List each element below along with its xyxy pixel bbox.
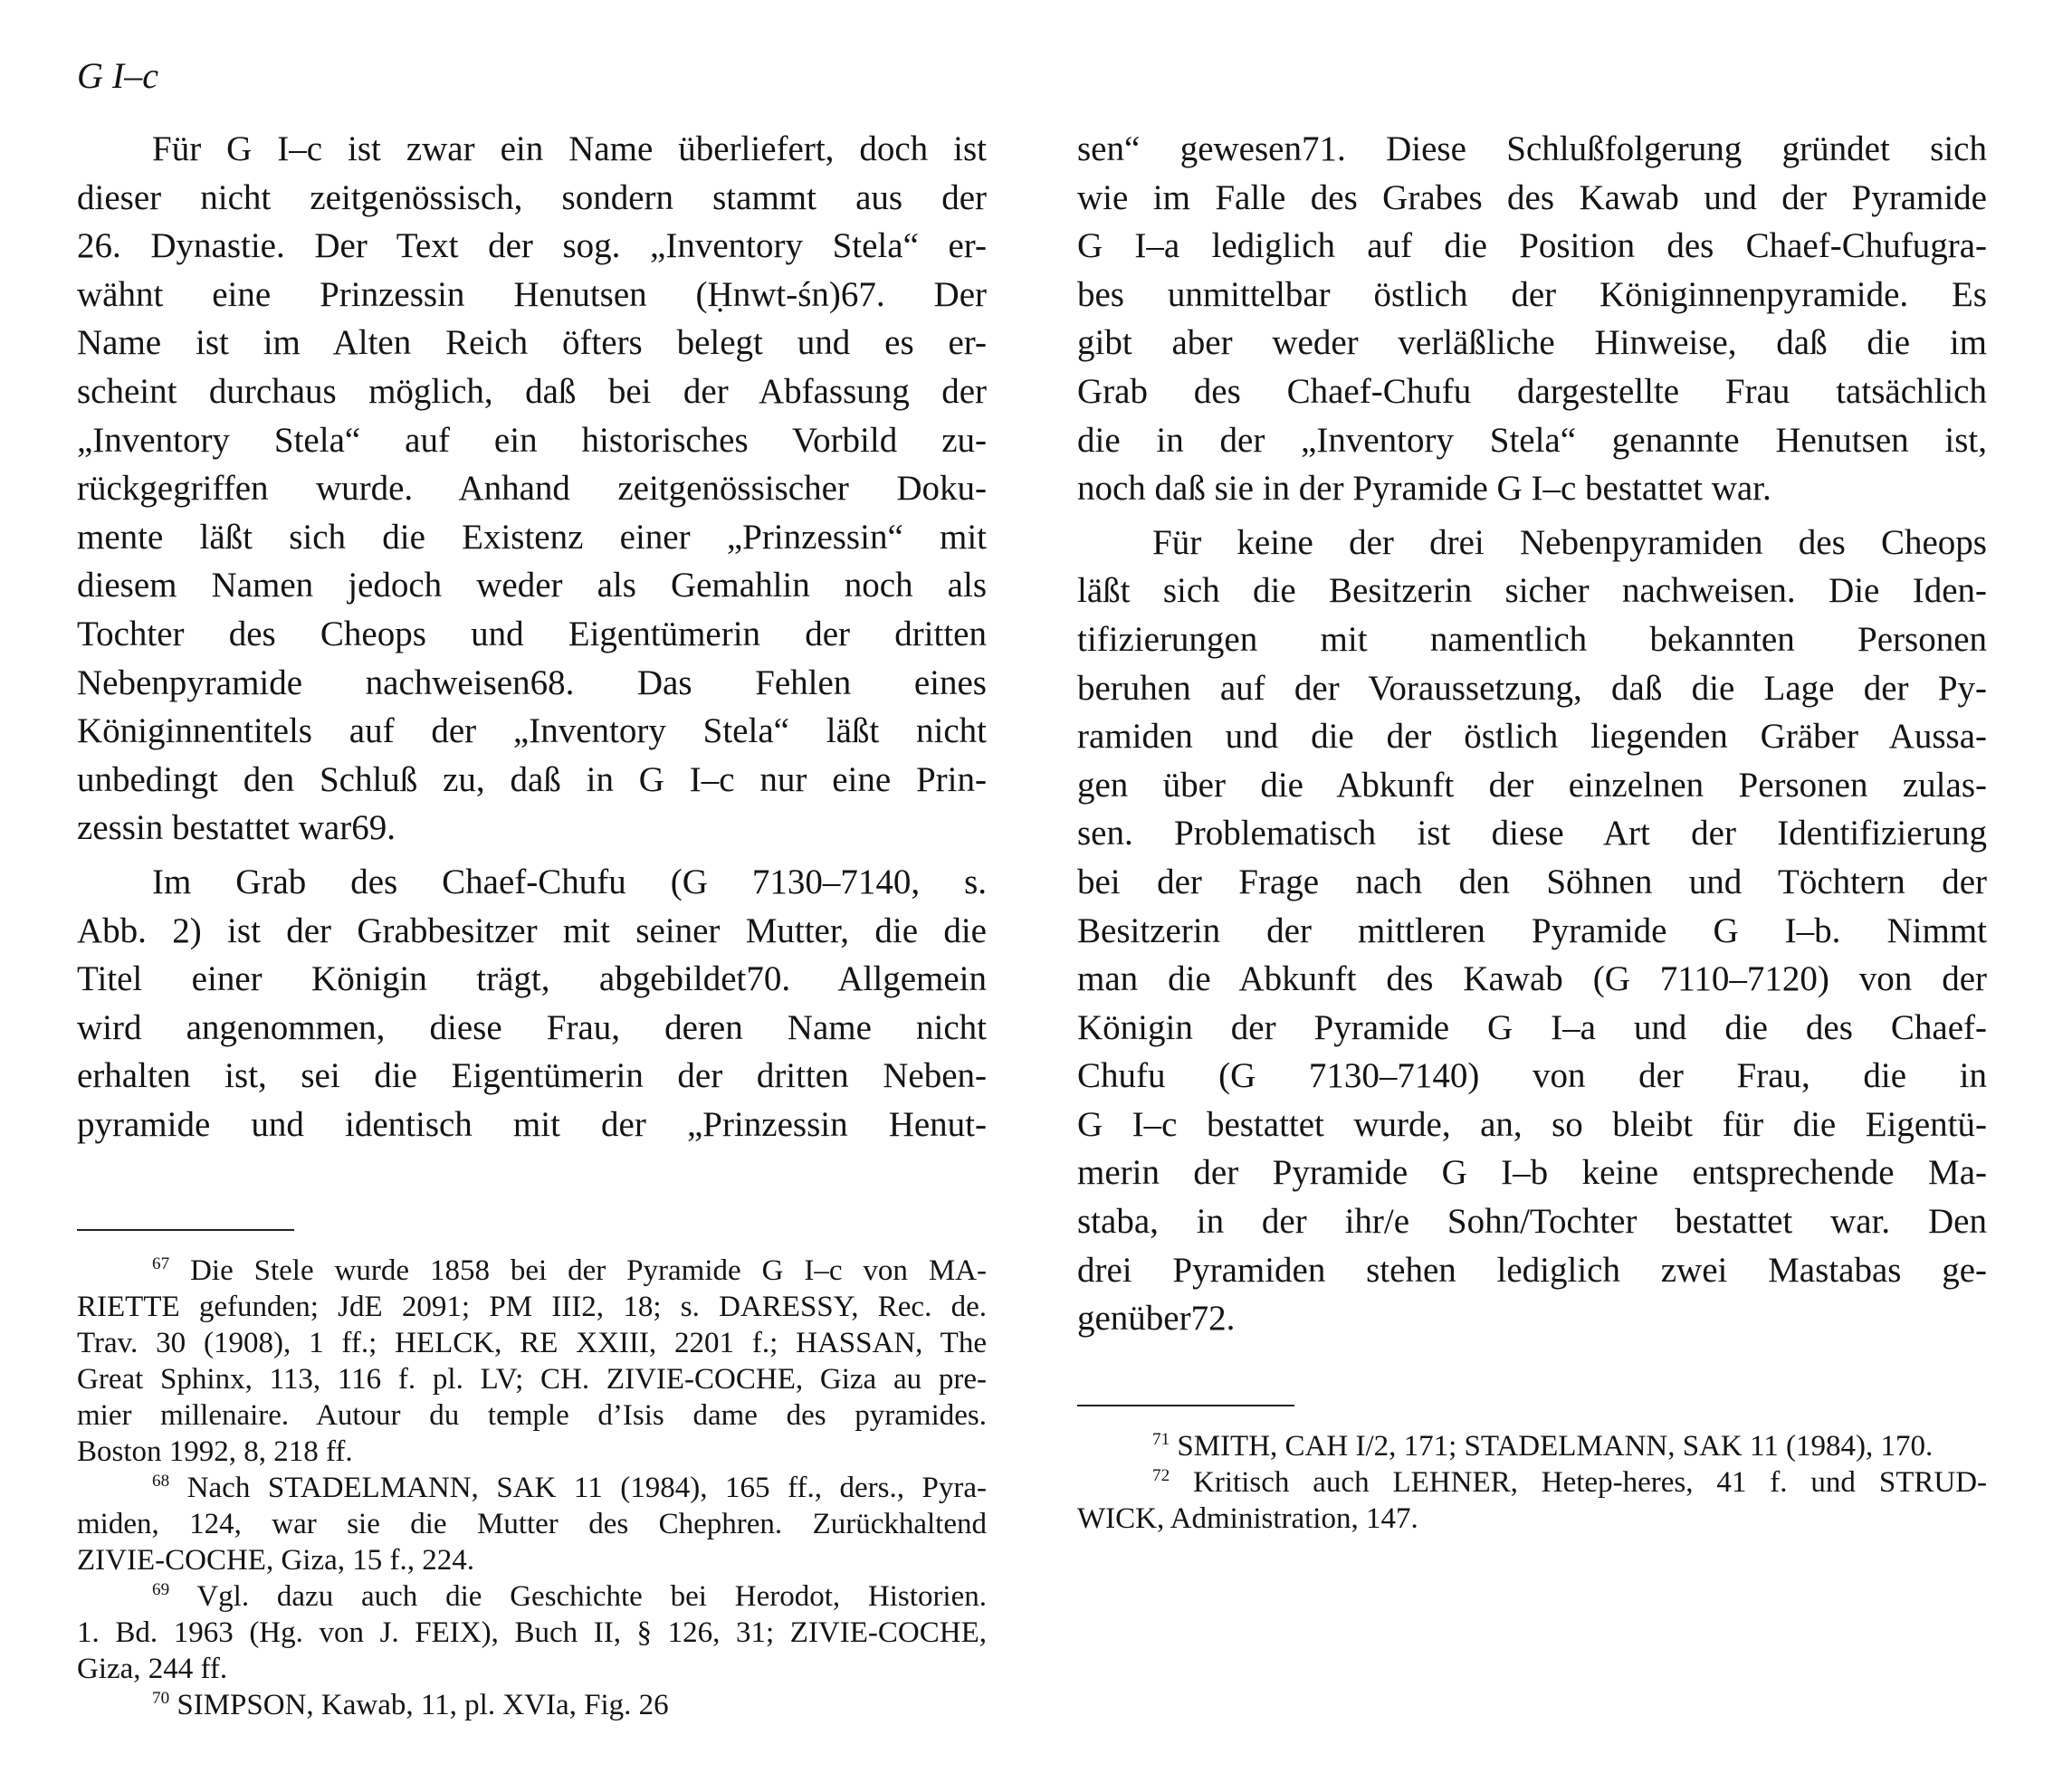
footnote-69 (77, 1578, 987, 1687)
footnote-text: Nach STADELMANN, SAK 11 (1984), 165 ff., ders., Pyra- (186, 1472, 988, 1504)
footnote-72 (1077, 1464, 1987, 1537)
text-line: Abb. 2) ist der Grabbesitzer mit seiner Mutter, die die (77, 910, 987, 950)
text-line: beruhen auf der Voraussetzung, daß die Lage der Py- (1077, 668, 1987, 708)
text-line: Königin der Pyramide G I–a und die des Chaef- (1077, 1007, 1987, 1047)
footnote-line: Trav. 30 (1908), 1 ff.; HELCK, RE XXIII, 2201 f.; HASSAN, The (77, 1327, 987, 1359)
text-line: unbedingt den Schluß zu, daß in G I–c nur eine Prin- (77, 759, 987, 799)
text-line: bei der Frage nach den Söhnen und Töchtern der (1077, 862, 1987, 901)
text-line: „Inventory Stela“ auf ein historisches Vorbild zu- (77, 420, 987, 460)
text-line: Name ist im Alten Reich öfters belegt und es er- (77, 323, 987, 363)
footnote-line (1077, 1464, 1987, 1501)
footnote-line (77, 1687, 987, 1723)
footnote-line: ZIVIE-COCHE, Giza, 15 f., 224. (77, 1544, 474, 1577)
footnote-line: Giza, 244 ff. (77, 1653, 228, 1685)
text-line: Tochter des Cheops und Eigentümerin der dritten (77, 614, 987, 653)
text-line: zessin bestattet war69. (77, 808, 396, 848)
footnote-text: SMITH, CAH I/2, 171; STADELMANN, SAK 11 (1984), 170. (1177, 1430, 1934, 1463)
right-footnotes (1077, 1428, 1987, 1537)
text-line: Für keine der drei Nebenpyramiden des Cheops (1152, 522, 1987, 562)
right-paragraph-2 (1077, 519, 1987, 1343)
footnote-line: 1. Bd. 1963 (Hg. von J. FEIX), Buch II, § 126, 31; ZIVIE-COCHE, (77, 1616, 987, 1649)
text-line: mente läßt sich die Existenz einer „Prinzessin“ mit (77, 517, 987, 557)
footnote-number: 67 (152, 1254, 170, 1273)
footnote-text: SIMPSON, Kawab, 11, pl. XVIa, Fig. 26 (177, 1689, 669, 1721)
text-line: Nebenpyramide nachweisen68. Das Fehlen eines (77, 662, 987, 702)
footnote-number: 69 (152, 1580, 170, 1599)
section-heading: G I–c (77, 55, 158, 96)
footnote-number: 72 (1152, 1466, 1170, 1485)
text-line: ramiden und die der östlich liegenden Gräber Aussa- (1077, 717, 1987, 757)
footnote-67 (77, 1253, 987, 1470)
text-line: dieser nicht zeitgenössisch, sondern stammt aus der (77, 177, 987, 217)
footnote-line: Great Sphinx, 113, 116 f. pl. LV; CH. ZIVIE-COCHE, Giza au pre- (77, 1363, 987, 1396)
text-line: rückgegriffen wurde. Anhand zeitgenössischer Doku- (77, 469, 987, 509)
right-paragraph-1 (1077, 125, 1987, 513)
footnote-line: Boston 1992, 8, 218 ff. (77, 1435, 353, 1468)
text-line: scheint durchaus möglich, daß bei der Abfassung der (77, 371, 987, 411)
footnote-71 (1077, 1428, 1987, 1464)
footnote-line (77, 1253, 987, 1289)
left-column-body (77, 125, 987, 1154)
footnote-text: Die Stele wurde 1858 bei der Pyramide G I–c von MA- (190, 1254, 988, 1287)
footnote-number: 70 (152, 1689, 170, 1708)
text-line: merin der Pyramide G I–b keine entsprechende Ma- (1077, 1153, 1987, 1193)
text-line: Für G I–c ist zwar ein Name überliefert, doch ist (152, 129, 987, 168)
footnote-line: miden, 124, war sie die Mutter des Chephren. Zurückhaltend (77, 1508, 987, 1540)
footnote-number: 71 (1152, 1430, 1170, 1449)
footnote-text: Vgl. dazu auch die Geschichte bei Herodot, Historien. (196, 1580, 987, 1613)
text-line: bes unmittelbar östlich der Königinnenpyramide. Es (1077, 274, 1987, 314)
text-line: G I–a lediglich auf die Position des Chaef-Chufugra- (1077, 226, 1987, 266)
text-line: tifizierungen mit namentlich bekannten Personen (1077, 619, 1987, 659)
text-line: man die Abkunft des Kawab (G 7110–7120) von der (1077, 959, 1987, 999)
text-line: drei Pyramiden stehen lediglich zwei Mastabas ge- (1077, 1250, 1987, 1290)
footnote-separator-right (1077, 1405, 1294, 1406)
footnote-line: WICK, Administration, 147. (1077, 1502, 1418, 1535)
footnote-line: RIETTE gefunden; JdE 2091; PM III2, 18; s. DARESSY, Rec. de. (77, 1291, 987, 1323)
footnote-line: mier millenaire. Autour du temple d’Isis dame des pyramides. (77, 1399, 987, 1432)
text-line: diesem Namen jedoch weder als Gemahlin noch als (77, 566, 987, 605)
footnote-line (1077, 1428, 1987, 1464)
text-line: Königinnentitels auf der „Inventory Stela“ läßt nicht (77, 711, 987, 751)
right-column-body (1077, 125, 1987, 1349)
text-line: 26. Dynastie. Der Text der sog. „Inventory Stela“ er- (77, 226, 987, 266)
footnote-70 (77, 1687, 987, 1723)
footnote-separator-left (77, 1229, 294, 1231)
text-line: noch daß sie in der Pyramide G I–c bestattet war. (1077, 469, 1771, 509)
text-line: Chufu (G 7130–7140) von der Frau, die in (1077, 1056, 1987, 1096)
left-footnotes (77, 1253, 987, 1723)
footnote-number: 68 (152, 1472, 170, 1491)
text-line: Grab des Chaef-Chufu dargestellte Frau tatsächlich (1077, 371, 1987, 411)
text-line: wird angenommen, diese Frau, deren Name nicht (77, 1007, 987, 1047)
footnote-line (77, 1470, 987, 1506)
left-paragraph-1 (77, 125, 987, 853)
footnote-68 (77, 1470, 987, 1578)
text-line: die in der „Inventory Stela“ genannte Henutsen ist, (1077, 420, 1987, 460)
text-line: gen über die Abkunft der einzelnen Personen zulas- (1077, 765, 1987, 805)
text-line: Titel einer Königin trägt, abgebildet70. Allgemein (77, 959, 987, 999)
text-line: Besitzerin der mittleren Pyramide G I–b. Nimmt (1077, 910, 1987, 950)
text-line: gibt aber weder verläßliche Hinweise, daß die im (1077, 323, 1987, 363)
text-line: genüber72. (1077, 1299, 1236, 1339)
text-line: G I–c bestattet wurde, an, so bleibt für die Eigentü- (1077, 1104, 1987, 1144)
text-line: staba, in der ihr/e Sohn/Tochter bestattet war. Den (1077, 1202, 1987, 1242)
text-line: wähnt eine Prinzessin Henutsen (Ḥnwt-śn)67. Der (77, 274, 987, 314)
text-line: pyramide und identisch mit der „Prinzessin Henut- (77, 1104, 987, 1144)
footnote-line (77, 1578, 987, 1615)
text-line: Im Grab des Chaef-Chufu (G 7130–7140, s. (152, 862, 987, 901)
text-line: wie im Falle des Grabes des Kawab und der Pyramide (1077, 177, 1987, 217)
left-paragraph-2 (77, 858, 987, 1149)
text-line: sen“ gewesen71. Diese Schlußfolgerung gründet sich (1077, 129, 1987, 168)
text-line: läßt sich die Besitzerin sicher nachweisen. Die Iden- (1077, 571, 1987, 611)
text-line: sen. Problematisch ist diese Art der Identifizierung (1077, 814, 1987, 853)
text-line: erhalten ist, sei die Eigentümerin der dritten Neben- (77, 1056, 987, 1096)
footnote-text: Kritisch auch LEHNER, Hetep-heres, 41 f. und STRUD- (1193, 1466, 1988, 1499)
